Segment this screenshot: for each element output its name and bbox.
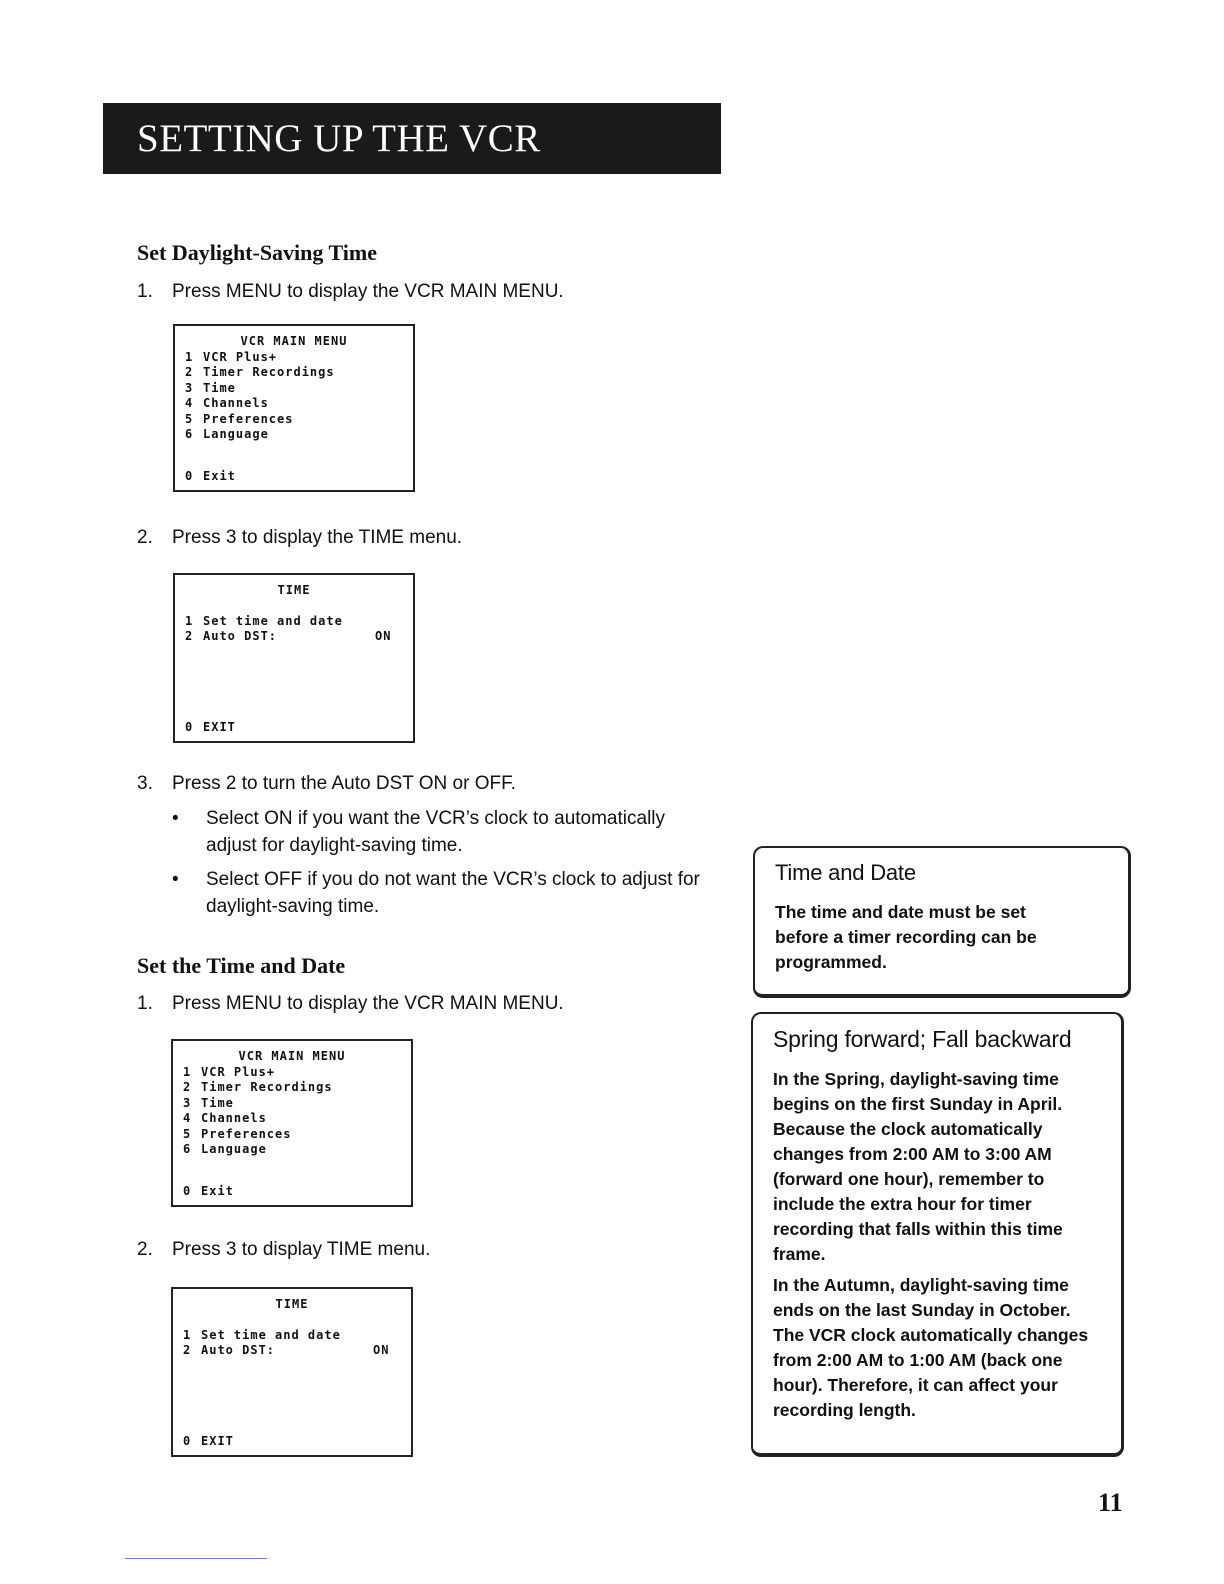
vcr-main-menu-screen-1 <box>173 324 415 492</box>
menu-exit: 0 Exit <box>185 468 236 483</box>
step-number: 2. <box>137 527 153 548</box>
menu-title: TIME <box>277 583 311 597</box>
dst-step-3 <box>137 773 516 795</box>
heading-set-dst: Set Daylight-Saving Time <box>137 240 377 265</box>
bullet-dot: • <box>172 869 179 890</box>
step-text: Press MENU to display the VCR MAIN MENU. <box>172 993 564 1014</box>
bullet-dot: • <box>172 808 179 829</box>
bullet-select-on <box>172 805 712 859</box>
note-paragraph-spring: In the Spring, daylight-saving time begins on the first Sunday in April. Because the clock automatically changes from 2:00 AM to 3:00 AM (forward one hour), remember to include the extra hour for timer recording that falls within this time frame. <box>773 1069 1063 1264</box>
vcr-main-menu-screen-2 <box>171 1039 413 1207</box>
note-paragraph-autumn: In the Autumn, daylight-saving time ends on the last Sunday in October. The VCR clock automatically changes from 2:00 AM to 1:00 AM (back one hour). Therefore, it can affect your recording length. <box>773 1275 1089 1420</box>
note-body: The time and date must be set before a timer recording can be programmed. <box>775 902 1037 972</box>
bullet-text: Select ON if you want the VCR’s clock to automatically adjust for daylight-saving time. <box>206 808 666 856</box>
footer-rule <box>125 1558 267 1559</box>
menu-item: 4 Channels <box>185 396 269 410</box>
step-text: Press 2 to turn the Auto DST ON or OFF. <box>172 773 516 794</box>
time-menu-screen-2 <box>171 1287 413 1457</box>
menu-item: 5 Preferences <box>185 411 294 426</box>
bullet-select-off <box>172 866 712 920</box>
bullet-text: Select OFF if you do not want the VCR’s clock to adjust for daylight-saving time. <box>206 869 700 917</box>
menu-title: VCR MAIN MENU <box>240 334 348 348</box>
menu-item: 2 Auto DST: ON <box>183 1343 401 1359</box>
menu-item: 1 Set time and date <box>183 1327 341 1342</box>
heading-set-time-date: Set the Time and Date <box>137 953 346 978</box>
timedate-step-1 <box>137 993 564 1015</box>
menu-item: 1 Set time and date <box>185 613 343 628</box>
note-title: Time and Date <box>775 860 916 885</box>
menu-item: 3 Time <box>185 380 236 395</box>
page-number: 11 <box>1098 1488 1123 1517</box>
auto-dst-value: ON <box>375 629 392 643</box>
note-time-and-date <box>753 846 1131 998</box>
menu-item: 5 Preferences <box>183 1126 292 1141</box>
menu-item: 6 Language <box>185 427 269 441</box>
menu-title: VCR MAIN MENU <box>238 1049 346 1063</box>
dst-step-2 <box>137 527 462 549</box>
auto-dst-value: ON <box>373 1343 390 1357</box>
section-banner <box>103 103 721 174</box>
menu-item: 2 Auto DST: ON <box>185 629 403 645</box>
timedate-step-2 <box>137 1239 430 1261</box>
menu-item: 1 VCR Plus+ <box>185 349 278 364</box>
menu-item: 2 Timer Recordings <box>183 1080 333 1094</box>
menu-item: 4 Channels <box>183 1111 267 1125</box>
time-menu-screen-1 <box>173 573 415 743</box>
menu-item: 1 VCR Plus+ <box>183 1064 276 1079</box>
menu-item: 3 Time <box>183 1095 234 1110</box>
menu-item: 6 Language <box>183 1142 267 1156</box>
step-number: 1. <box>137 993 153 1014</box>
step-text: Press 3 to display TIME menu. <box>172 1239 431 1260</box>
menu-exit: 0 Exit <box>183 1183 234 1198</box>
step-number: 3. <box>137 773 153 794</box>
step-number: 2. <box>137 1239 153 1260</box>
banner-title: SETTING UP THE VCR <box>137 117 541 160</box>
step-number: 1. <box>137 281 153 302</box>
note-spring-fall <box>751 1012 1124 1457</box>
menu-title: TIME <box>275 1297 309 1311</box>
step-text: Press 3 to display the TIME menu. <box>172 527 463 548</box>
menu-item: 2 Timer Recordings <box>185 365 335 379</box>
note-title: Spring forward; Fall backward <box>773 1026 1072 1052</box>
step-text: Press MENU to display the VCR MAIN MENU. <box>172 281 564 302</box>
menu-exit: 0 EXIT <box>185 719 236 734</box>
menu-exit: 0 EXIT <box>183 1433 234 1448</box>
dst-step-1 <box>137 281 564 303</box>
